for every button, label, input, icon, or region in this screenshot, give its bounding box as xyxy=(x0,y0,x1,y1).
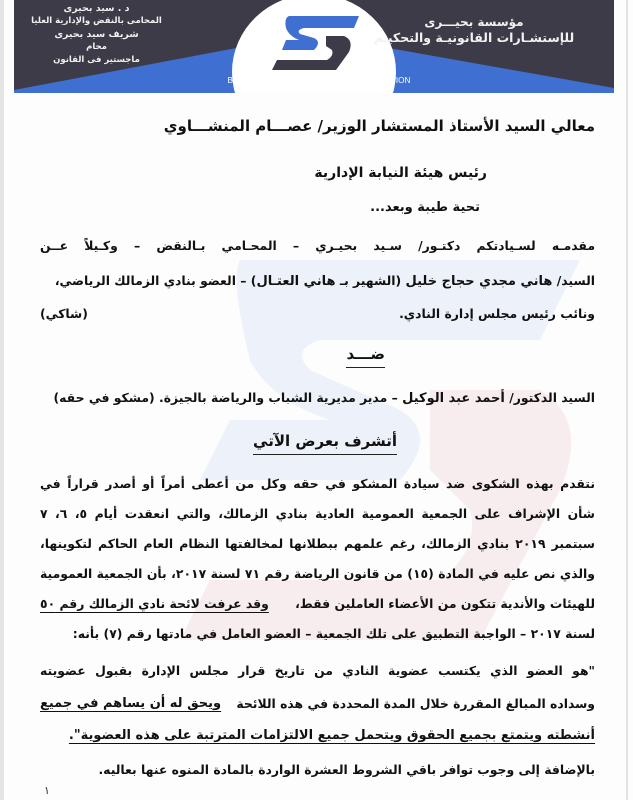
brand-english: Behery LEGAL CONSULTATION & ARBITRATION xyxy=(227,76,411,85)
paragraph-line: لسنة ٢٠١٧ – الواجبة التطبيق على تلك الجمعية – العضو العامل في مادتها رقم (٧) بأنه: xyxy=(72,626,595,641)
intro-line-1: مقدمـه لسـيادتكم دكتـور/ سـيد بحيـري – المحـامي بـالنقض – وكـيلاً عــن xyxy=(40,238,595,253)
quote-line-2-bold: ويحق له أن يساهم في جميع xyxy=(40,696,222,711)
org-name: مؤسسة بحيـــرى xyxy=(424,15,524,29)
page-number: ١ xyxy=(44,784,50,797)
org-name-block xyxy=(364,15,584,45)
lawyer1-title: المحامى بالنقض والإدارية العليا xyxy=(31,16,162,26)
closing-line: بالإضافة إلى وجوب توافر باقي الشروط العشرة الواردة بالمادة المنوه عنها بعاليه. xyxy=(98,762,595,777)
paragraph-line-part: للهيئات والأندية تتكون من الأعضاء العاملين فقط، xyxy=(295,596,595,611)
paragraph-line-underlined: وقد عرفت لائحة نادي الزمالك رقم ٥٠ xyxy=(40,596,269,611)
lawyer2-title: محام xyxy=(86,42,107,52)
paragraph-line: سبتمبر ٢٠١٩ بنادي الزمالك، رغم علمهم ببطلانها لمخالفتها النظام العام الحاكم لتكوينها، xyxy=(40,536,595,551)
intro-line-2-rest: ) – العضو بنادي الزمالك الرياضي، xyxy=(54,273,257,288)
page-right-edge xyxy=(626,0,628,800)
letterhead-banner xyxy=(14,0,614,93)
defendant-prefix: السيد الدكتور/ xyxy=(509,390,595,405)
paragraph-line: شأن الإشراف على الجمعية العمومية العادية بنادي الزمالك، والتي انعقدت أيام ٥، ٦، ٧ xyxy=(40,506,595,521)
section-heading: أتشرف بعرض الآتي xyxy=(253,432,397,455)
intro-line-2 xyxy=(55,273,595,289)
lawyer1-name: د . سيد بحيرى xyxy=(63,3,130,14)
client-nickname: هاني العتـال xyxy=(256,274,336,289)
addressee-line: معالي السيد الأستاذ المستشار الوزير/ عصـــام المنشـــاوي xyxy=(163,117,595,135)
paragraph-line xyxy=(40,596,595,611)
org-subtitle: للإستشـارات القانونيـة والتحكيـم xyxy=(373,30,575,45)
intro-line-3: ونائب رئيس مجلس إدارة النادي. xyxy=(399,306,595,321)
nickname-open: (الشهير بـ xyxy=(339,273,402,288)
quote-line-1: "هو العضو الذي يكتسب عضوية النادي من تاريخ قرار مجلس الإدارة بقبول عضويته xyxy=(40,663,595,678)
intro-prefix: السيد/ xyxy=(556,273,595,288)
greeting: تحية طيبة وبعد... xyxy=(370,200,480,215)
plaintiff-role: (شاكي) xyxy=(40,306,88,321)
against-label: ضـــد xyxy=(346,345,385,368)
paragraph-line: والذي نص عليه في المادة (١٥) من قانون الرياضة رقم ٧١ لسنة ٢٠١٧، بأن الجمعية العمومية xyxy=(40,566,595,581)
page-left-edge xyxy=(0,0,4,800)
defendant-line xyxy=(53,390,595,406)
lawyer2-degree: ماجستير فى القانون xyxy=(53,55,140,65)
addressee-title: رئيس هيئة النيابة الإدارية xyxy=(314,165,487,181)
quote-line-3: أنشطته ويتمتع بجميع الحقوق ويتحمل جميع الالتزامات المترتبة على هذه العضوية". xyxy=(68,728,595,743)
quote-line-2 xyxy=(40,696,595,711)
client-name: هاني مجدي حجاج خليل xyxy=(405,274,553,289)
quote-line-2-plain: وسداده المبالغ المقررة خلال المدة المحددة في هذه اللائحة xyxy=(236,696,595,711)
lawyer2-name: شريف سيد بحيرى xyxy=(54,29,139,40)
lawyers-block xyxy=(14,2,179,67)
defendant-name: أحمد عبد الوكيل xyxy=(402,391,505,406)
defendant-rest: – مدير مديرية الشباب والرياضة بالجيزة. (مشكو في حقه) xyxy=(53,390,398,405)
paragraph-line: نتقدم بهذه الشكوى ضد سيادة المشكو في حقه وكل من أعطى أمراً أو أصدر قراراً في xyxy=(40,476,595,491)
